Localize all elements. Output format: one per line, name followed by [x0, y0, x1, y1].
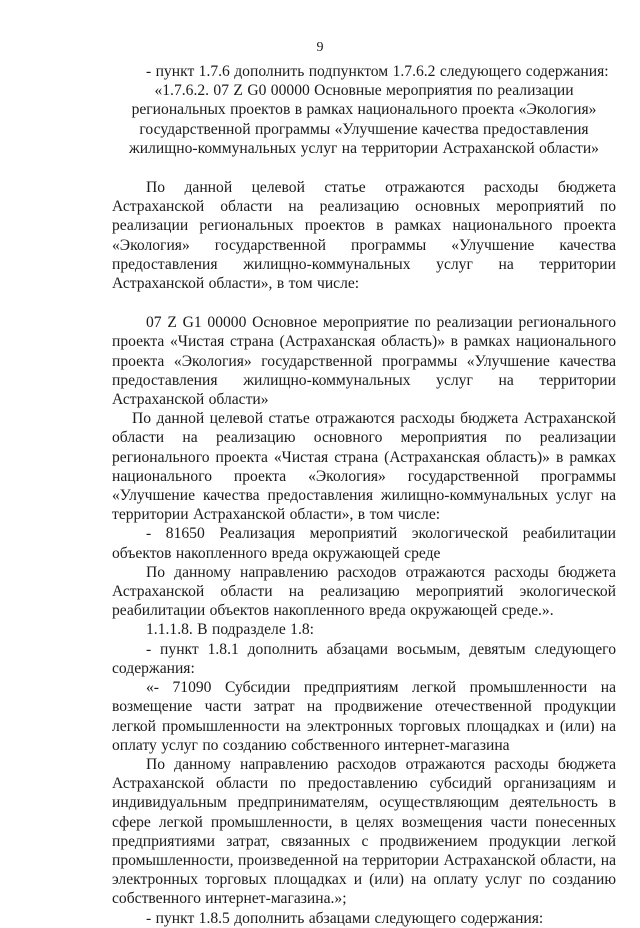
paragraph-subsection-1-8: 1.1.1.8. В подразделе 1.8:: [146, 621, 314, 639]
paragraph-heading-1-7-6-2: «1.7.6.2. 07 Z G0 00000 Основные мероприятия по реализации региональных проектов в рамках национального проекта «Экология» государственной программы «Улучшение качества предоставления жилищно-коммунальных услуг на территории Астраханской области»: [129, 82, 599, 157]
page-number: 9: [316, 40, 324, 55]
paragraph-amend-1-7-6: - пункт 1.7.6 дополнить подпунктом 1.7.6.2 следующего содержания:: [146, 63, 609, 80]
paragraph-amend-1-8-1: - пункт 1.8.1 дополнить абзацами восьмым, девятым следующего содержания:: [112, 640, 616, 677]
paragraph-amend-1-8-5: - пункт 1.8.5 дополнить абзацами следующего содержания:: [146, 909, 544, 927]
document-body: [112, 62, 616, 928]
paragraph-heading-g1: 07 Z G1 00000 Основное мероприятие по реализации регионального проекта «Чистая страна (Астраханская область)» в рамках национального проекта «Экология» государственной программы «Улучшение качества предоставления жилищно-коммунальных услуг на территории Астраханской области»: [112, 314, 616, 409]
paragraph-expenses-71090: По данному направлению расходов отражаются расходы бюджета Астраханской области по предоставлению субсидий организациям и индивидуальным предпринимателям, осуществляющим деятельность в сфере легкой промышленности, в целях возмещения части понесенных предприятиями затрат, связанных с продвижением продукции легкой промышленности, произведенной на территории Астраханской области, на электронных торговых площадках и (или) на оплату услуг по созданию собственного интернет-магазина.»;: [112, 755, 616, 908]
paragraph-expenses-81650: По данному направлению расходов отражаются расходы бюджета Астраханской области на реализацию мероприятий экологической реабилитации объектов накопленного вреда окружающей среде.».: [112, 563, 616, 620]
paragraph-expenses-g0: По данной целевой статье отражаются расходы бюджета Астраханской области на реализацию основных мероприятий по реализации региональных проектов в рамках национального проекта «Экология» государственной программы «Улучшение качества предоставления жилищно-коммунальных услуг на территории Астраханской области», в том числе:: [112, 179, 616, 293]
paragraph-item-81650: - 81650 Реализация мероприятий экологической реабилитации объектов накопленного вреда окружающей среде: [112, 525, 616, 562]
paragraph-expenses-g1: По данной целевой статье отражаются расходы бюджета Астраханской области на реализацию основного мероприятия по реализации регионального проекта «Чистая страна (Астраханская область)» в рамках национального проекта «Экология» государственной программы «Улучшение качества предоставления жилищно-коммунальных услуг на территории Астраханской области», в том числе:: [112, 410, 616, 524]
paragraph-item-71090: «- 71090 Субсидии предприятиям легкой промышленности на возмещение части затрат на продвижение отечественной продукции легкой промышленности на электронных торговых площадках и (или) на оплату услуг по созданию собственного интернет-магазина: [112, 679, 616, 754]
